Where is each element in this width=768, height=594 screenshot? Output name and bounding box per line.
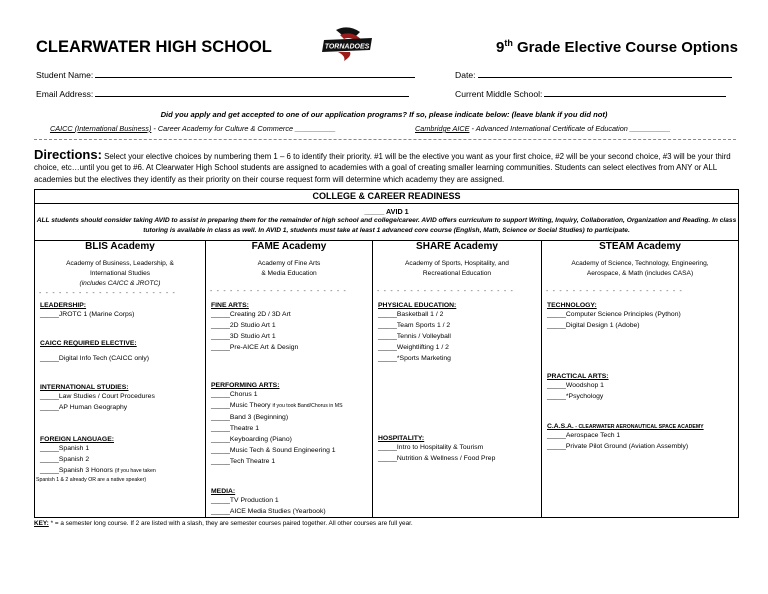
avid-description: ALL students should consider taking AVID to assist in preparing them for the remainder of high school and college/career. AVID offers curriculum to support Writing, Inquiry, Collaboration, Organization and Reading. In class tutoring is available in class as well. In AVID 1, students must take at least 1 advanced core course (English, Math, Science or Social Studies) to participate. xyxy=(36,217,737,234)
course-note: Spanish 1 & 2 already OR are a native speaker) xyxy=(36,477,147,483)
fame-description: Academy of Fine Arts & Media Education xyxy=(257,260,321,277)
steam-description: Academy of Science, Technology, Engineering, Aerospace, & Math (includes CASA) xyxy=(571,260,709,277)
course-item[interactable]: _____Private Pilot Ground (Aviation Assembly) xyxy=(547,443,689,450)
course-item[interactable]: _____Pre-AICE Art & Design xyxy=(211,344,299,351)
hospitality-section: HOSPITALITY: _____Intro to Hospitality & Tourism _____Nutrition & Wellness / Food Prep xyxy=(378,435,496,462)
practical-arts-section: PRACTICAL ARTS: _____Woodshop 1 _____*Psychology xyxy=(547,373,609,400)
email-field[interactable]: Email Address: xyxy=(36,89,409,99)
steam-academy-title: STEAM Academy xyxy=(599,241,681,252)
course-item[interactable]: _____Tech Theatre 1 xyxy=(211,458,276,465)
key-note: KEY: * = a semester long course. If 2 are listed with a slash, they are semester courses paired together. All other courses are full year. xyxy=(34,520,413,527)
blis-description: Academy of Business, Leadership, & International Studies (includes CAICC & JROTC) xyxy=(66,260,174,287)
directions-heading: Directions: xyxy=(34,147,102,162)
course-item[interactable]: _____Music Tech & Sound Engineering 1 xyxy=(211,447,336,454)
cambridge-option[interactable]: Cambridge AICE - Advanced International Certificate of Education __________ xyxy=(415,124,671,133)
directions xyxy=(34,149,738,185)
share-academy-title: SHARE Academy xyxy=(416,241,498,252)
course-item[interactable]: _____TV Production 1 xyxy=(211,497,279,504)
course-item[interactable]: _____Digital Design 1 (Adobe) xyxy=(547,322,640,329)
fine-arts-section: FINE ARTS: _____Creating 2D / 3D Art _____2D Studio Art 1 _____3D Studio Art 1 _____Pre-AICE Art & Design xyxy=(211,302,299,351)
course-item[interactable]: _____Aerospace Tech 1 xyxy=(547,432,621,439)
blis-academy-title: BLIS Academy xyxy=(85,241,155,252)
course-item[interactable]: _____2D Studio Art 1 xyxy=(211,322,276,329)
performing-arts-section: PERFORMING ARTS: _____Chorus 1 _____Music Theory if you took Band/Chorus in MS _____Band 3 (Beginning) _____Theatre 1 _____Keyboarding (Piano) _____Music Tech & Sound Engineering 1 _____Tech Theatre 1 xyxy=(211,382,343,465)
share-column xyxy=(373,240,541,518)
course-item[interactable]: _____Band 3 (Beginning) xyxy=(211,414,289,421)
course-item[interactable]: _____Intro to Hospitality & Tourism xyxy=(378,444,484,451)
course-item[interactable]: _____Nutrition & Wellness / Food Prep xyxy=(378,455,496,462)
date-field[interactable]: Date: xyxy=(455,70,732,80)
course-item[interactable]: _____Spanish 1 xyxy=(40,445,90,452)
course-item[interactable]: _____Keyboarding (Piano) xyxy=(211,436,292,443)
college-career-title: COLLEGE & CAREER READINESS xyxy=(312,191,461,201)
course-item[interactable]: _____AP Human Geography xyxy=(40,404,128,411)
leadership-section: LEADERSHIP: _____JROTC 1 (Marine Corps) xyxy=(40,302,135,318)
separator: - - - - - - - - - - - - - - - - - - - - - xyxy=(39,290,177,297)
course-item[interactable]: _____*Sports Marketing xyxy=(378,355,451,362)
student-name-field[interactable]: Student Name: xyxy=(36,70,415,80)
course-item[interactable]: _____Spanish 3 Honors (if you have taken xyxy=(40,467,156,474)
course-item[interactable]: _____Computer Science Principles (Python) xyxy=(547,311,681,318)
course-item[interactable]: _____Spanish 2 xyxy=(40,456,90,463)
logo-text: TORNADOES xyxy=(324,43,370,51)
course-item[interactable]: _____Weightlifting 1 / 2 xyxy=(378,344,449,351)
physical-education-section: PHYSICAL EDUCATION: _____Basketball 1 / 2 _____Team Sports 1 / 2 _____Tennis / Volleyball _____Weightlifting 1 / 2 _____*Sports Marketing xyxy=(378,302,457,362)
course-item[interactable]: _____Creating 2D / 3D Art xyxy=(211,311,291,318)
avid-option[interactable]: _____ AVID 1 xyxy=(364,207,409,216)
page-title: 9th Grade Elective Course Options xyxy=(496,38,738,56)
course-item[interactable]: _____3D Studio Art 1 xyxy=(211,333,276,340)
divider xyxy=(34,139,736,140)
course-item[interactable]: _____*Psychology xyxy=(547,393,604,400)
fame-column xyxy=(206,240,372,518)
separator: - - - - - - - - - - - - - - - - - - - - - xyxy=(377,288,515,295)
technology-section: TECHNOLOGY: _____Computer Science Principles (Python) _____Digital Design 1 (Adobe) xyxy=(547,302,681,329)
foreign-language-section: FOREIGN LANGUAGE: _____Spanish 1 _____Spanish 2 _____Spanish 3 Honors (if you have taken Spanish 1 & 2 already OR are a native speaker) xyxy=(36,436,156,483)
course-item[interactable]: _____Woodshop 1 xyxy=(547,382,604,389)
middle-school-field[interactable]: Current Middle School: xyxy=(455,89,726,99)
course-item[interactable]: _____Tennis / Volleyball xyxy=(378,333,451,340)
grid-divider xyxy=(34,203,739,204)
course-item[interactable]: _____Team Sports 1 / 2 xyxy=(378,322,451,329)
course-item[interactable]: _____Digital Info Tech (CAICC only) xyxy=(40,355,150,362)
caicc-section: CAICC REQUIRED ELECTIVE: _____Digital Info Tech (CAICC only) xyxy=(40,340,150,362)
course-item[interactable]: _____Chorus 1 xyxy=(211,391,258,398)
course-item[interactable]: _____Theatre 1 xyxy=(211,425,259,432)
casa-section: C.A.S.A. - CLEARWATER AERONAUTICAL SPACE ACADEMY _____Aerospace Tech 1 _____Private Pilot Ground (Aviation Assembly) xyxy=(547,423,704,450)
blis-column xyxy=(35,240,205,518)
media-section: MEDIA: _____TV Production 1 _____AICE Media Studies (Yearbook) xyxy=(211,488,326,515)
application-question: Did you apply and get accepted to one of our application programs? If so, please indicate below: (leave blank if you did not) xyxy=(160,110,608,119)
course-item[interactable]: _____Music Theory if you took Band/Chorus in MS xyxy=(211,402,343,409)
share-description: Academy of Sports, Hospitality, and Recreational Education xyxy=(405,260,509,277)
school-name: CLEARWATER HIGH SCHOOL xyxy=(36,38,272,56)
course-item[interactable]: _____Basketball 1 / 2 xyxy=(378,311,444,318)
course-item[interactable]: _____AICE Media Studies (Yearbook) xyxy=(211,508,326,515)
separator: - - - - - - - - - - - - - - - - - - - - - xyxy=(546,288,684,295)
international-studies-section: INTERNATIONAL STUDIES: _____Law Studies / Court Procedures _____AP Human Geography xyxy=(40,384,155,411)
fame-academy-title: FAME Academy xyxy=(251,241,327,252)
steam-column xyxy=(542,240,738,518)
course-item[interactable]: _____JROTC 1 (Marine Corps) xyxy=(40,311,135,318)
caicc-option[interactable]: CAICC (International Business) - Career Academy for Culture & Commerce __________ xyxy=(50,124,336,133)
course-item[interactable]: _____Law Studies / Court Procedures xyxy=(40,393,155,400)
separator: - - - - - - - - - - - - - - - - - - - - - xyxy=(210,288,348,295)
directions-text: Select your elective choices by numbering them 1 – 6 to identify their priority. #1 will be the elective you want as your first choice, #2 will be your second choice, #3 will be your third choice, etc…until you get to #6. At Clearwater High School students are assigned to academies with a goal of creating smaller learning communities. Students can select electives from ANY or ALL academies but the electives they identify as their priority on their course request form will determine which academy they are assigned. xyxy=(34,152,731,184)
tornadoes-logo xyxy=(316,26,378,62)
